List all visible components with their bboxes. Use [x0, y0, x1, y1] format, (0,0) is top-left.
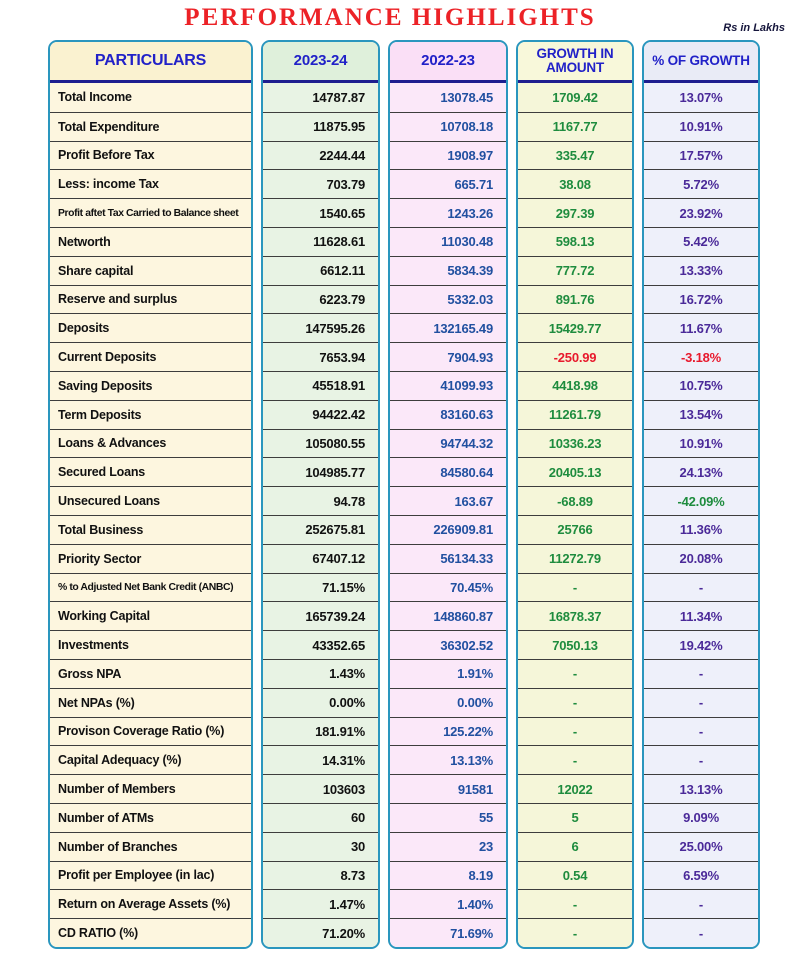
row-label: Return on Average Assets (%)	[50, 889, 251, 918]
row-label: Profit Before Tax	[50, 141, 251, 170]
cell-pct: 13.13%	[644, 774, 758, 803]
column-body-2023-24	[263, 83, 378, 947]
column-header-2022-23: 2022-23	[390, 42, 506, 83]
cell-pct: 11.34%	[644, 601, 758, 630]
column-header-growth-in-amount: GROWTH IN AMOUNT	[518, 42, 632, 83]
cell-fy2023: 665.71	[390, 169, 506, 198]
unit-note: Rs in Lakhs	[723, 22, 785, 34]
cell-pct: -3.18%	[644, 342, 758, 371]
cell-fy2024: 11628.61	[263, 227, 378, 256]
cell-fy2024: 0.00%	[263, 688, 378, 717]
cell-pct: 16.72%	[644, 285, 758, 314]
row-label: Profit per Employee (in lac)	[50, 861, 251, 890]
cell-growth: -68.89	[518, 486, 632, 515]
cell-growth: -	[518, 717, 632, 746]
cell-pct: 17.57%	[644, 141, 758, 170]
cell-pct: 11.67%	[644, 313, 758, 342]
column-growth-in-amount	[516, 40, 634, 949]
cell-growth: 15429.77	[518, 313, 632, 342]
row-label: Total Expenditure	[50, 112, 251, 141]
row-label: Number of Members	[50, 774, 251, 803]
cell-pct: -	[644, 918, 758, 947]
cell-growth: 20405.13	[518, 457, 632, 486]
row-label: Deposits	[50, 313, 251, 342]
cell-fy2024: 67407.12	[263, 544, 378, 573]
cell-fy2024: 1.47%	[263, 889, 378, 918]
row-label: Current Deposits	[50, 342, 251, 371]
column-body-particulars	[50, 83, 251, 947]
row-label: Capital Adequacy (%)	[50, 745, 251, 774]
cell-growth: 11272.79	[518, 544, 632, 573]
cell-fy2024: 8.73	[263, 861, 378, 890]
cell-fy2023: 8.19	[390, 861, 506, 890]
row-label: Number of Branches	[50, 832, 251, 861]
cell-fy2024: 181.91%	[263, 717, 378, 746]
cell-fy2024: 252675.81	[263, 515, 378, 544]
cell-growth: 1709.42	[518, 83, 632, 112]
cell-growth: -	[518, 745, 632, 774]
cell-fy2024: 165739.24	[263, 601, 378, 630]
page-title: PERFORMANCE HIGHLIGHTS	[184, 4, 596, 31]
cell-pct: -42.09%	[644, 486, 758, 515]
cell-pct: -	[644, 717, 758, 746]
row-label: Saving Deposits	[50, 371, 251, 400]
cell-pct: -	[644, 688, 758, 717]
cell-growth: 38.08	[518, 169, 632, 198]
cell-growth: 297.39	[518, 198, 632, 227]
cell-fy2023: 1908.97	[390, 141, 506, 170]
cell-pct: 10.75%	[644, 371, 758, 400]
cell-growth: 891.76	[518, 285, 632, 314]
row-label: Term Deposits	[50, 400, 251, 429]
column-header-particulars: PARTICULARS	[50, 42, 251, 83]
column-body-2022-23	[390, 83, 506, 947]
row-label: Total Income	[50, 83, 251, 112]
cell-fy2024: 94422.42	[263, 400, 378, 429]
row-label: Profit aftet Tax Carried to Balance sheet	[50, 198, 251, 227]
cell-pct: 10.91%	[644, 112, 758, 141]
cell-fy2024: 71.15%	[263, 573, 378, 602]
column-header-2023-24: 2023-24	[263, 42, 378, 83]
cell-growth: -	[518, 889, 632, 918]
cell-pct: 9.09%	[644, 803, 758, 832]
row-label: CD RATIO (%)	[50, 918, 251, 947]
cell-growth: -250.99	[518, 342, 632, 371]
cell-fy2024: 71.20%	[263, 918, 378, 947]
column-particulars	[48, 40, 253, 949]
cell-fy2024: 1540.65	[263, 198, 378, 227]
column-body-growth-in-amount	[518, 83, 632, 947]
cell-fy2023: 55	[390, 803, 506, 832]
cell-fy2023: 5332.03	[390, 285, 506, 314]
cell-fy2024: 103603	[263, 774, 378, 803]
cell-pct: 10.91%	[644, 429, 758, 458]
column-header-pct-of-growth: % OF GROWTH	[644, 42, 758, 83]
cell-fy2023: 56134.33	[390, 544, 506, 573]
cell-growth: 11261.79	[518, 400, 632, 429]
cell-pct: -	[644, 573, 758, 602]
cell-fy2024: 7653.94	[263, 342, 378, 371]
cell-pct: 6.59%	[644, 861, 758, 890]
cell-growth: 5	[518, 803, 632, 832]
cell-growth: 12022	[518, 774, 632, 803]
cell-fy2023: 1.40%	[390, 889, 506, 918]
cell-fy2023: 226909.81	[390, 515, 506, 544]
cell-fy2024: 147595.26	[263, 313, 378, 342]
cell-growth: 598.13	[518, 227, 632, 256]
cell-fy2024: 11875.95	[263, 112, 378, 141]
cell-fy2023: 36302.52	[390, 630, 506, 659]
cell-fy2024: 104985.77	[263, 457, 378, 486]
cell-growth: -	[518, 918, 632, 947]
cell-fy2024: 30	[263, 832, 378, 861]
cell-fy2024: 94.78	[263, 486, 378, 515]
cell-pct: 24.13%	[644, 457, 758, 486]
cell-growth: 0.54	[518, 861, 632, 890]
cell-pct: 13.54%	[644, 400, 758, 429]
cell-pct: -	[644, 889, 758, 918]
cell-pct: 5.72%	[644, 169, 758, 198]
cell-fy2024: 703.79	[263, 169, 378, 198]
row-label: % to Adjusted Net Bank Credit (ANBC)	[50, 573, 251, 602]
cell-fy2024: 6612.11	[263, 256, 378, 285]
cell-fy2023: 1.91%	[390, 659, 506, 688]
cell-fy2023: 83160.63	[390, 400, 506, 429]
cell-fy2023: 94744.32	[390, 429, 506, 458]
cell-fy2023: 71.69%	[390, 918, 506, 947]
row-label: Priority Sector	[50, 544, 251, 573]
cell-fy2023: 5834.39	[390, 256, 506, 285]
row-label: Investments	[50, 630, 251, 659]
cell-fy2023: 148860.87	[390, 601, 506, 630]
cell-fy2023: 10708.18	[390, 112, 506, 141]
cell-fy2024: 60	[263, 803, 378, 832]
cell-fy2024: 105080.55	[263, 429, 378, 458]
cell-growth: 4418.98	[518, 371, 632, 400]
row-label: Share capital	[50, 256, 251, 285]
cell-fy2023: 132165.49	[390, 313, 506, 342]
cell-pct: 20.08%	[644, 544, 758, 573]
cell-growth: 10336.23	[518, 429, 632, 458]
cell-growth: 335.47	[518, 141, 632, 170]
column-2023-24	[261, 40, 380, 949]
cell-pct: 13.33%	[644, 256, 758, 285]
cell-fy2023: 13078.45	[390, 83, 506, 112]
cell-fy2023: 11030.48	[390, 227, 506, 256]
cell-fy2023: 23	[390, 832, 506, 861]
cell-growth: 1167.77	[518, 112, 632, 141]
cell-fy2023: 1243.26	[390, 198, 506, 227]
row-label: Total Business	[50, 515, 251, 544]
cell-growth: -	[518, 659, 632, 688]
column-body-pct-of-growth	[644, 83, 758, 947]
cell-fy2023: 84580.64	[390, 457, 506, 486]
cell-fy2023: 70.45%	[390, 573, 506, 602]
row-label: Provison Coverage Ratio (%)	[50, 717, 251, 746]
row-label: Loans & Advances	[50, 429, 251, 458]
cell-pct: 13.07%	[644, 83, 758, 112]
cell-pct: -	[644, 659, 758, 688]
row-label: Less: income Tax	[50, 169, 251, 198]
cell-fy2024: 45518.91	[263, 371, 378, 400]
row-label: Unsecured Loans	[50, 486, 251, 515]
cell-pct: 11.36%	[644, 515, 758, 544]
row-label: Working Capital	[50, 601, 251, 630]
cell-fy2023: 163.67	[390, 486, 506, 515]
cell-fy2024: 14787.87	[263, 83, 378, 112]
cell-fy2024: 6223.79	[263, 285, 378, 314]
cell-pct: 19.42%	[644, 630, 758, 659]
cell-growth: 6	[518, 832, 632, 861]
cell-fy2023: 0.00%	[390, 688, 506, 717]
cell-growth: -	[518, 688, 632, 717]
cell-pct: 5.42%	[644, 227, 758, 256]
cell-fy2023: 41099.93	[390, 371, 506, 400]
cell-growth: 7050.13	[518, 630, 632, 659]
row-label: Number of ATMs	[50, 803, 251, 832]
row-label: Networth	[50, 227, 251, 256]
cell-growth: -	[518, 573, 632, 602]
cell-growth: 777.72	[518, 256, 632, 285]
cell-pct: -	[644, 745, 758, 774]
row-label: Gross NPA	[50, 659, 251, 688]
row-label: Net NPAs (%)	[50, 688, 251, 717]
cell-fy2023: 13.13%	[390, 745, 506, 774]
cell-fy2023: 7904.93	[390, 342, 506, 371]
cell-fy2024: 2244.44	[263, 141, 378, 170]
cell-growth: 16878.37	[518, 601, 632, 630]
row-label: Secured Loans	[50, 457, 251, 486]
cell-fy2023: 125.22%	[390, 717, 506, 746]
cell-fy2024: 14.31%	[263, 745, 378, 774]
performance-table	[48, 40, 760, 949]
cell-growth: 25766	[518, 515, 632, 544]
cell-fy2024: 1.43%	[263, 659, 378, 688]
cell-pct: 23.92%	[644, 198, 758, 227]
column-pct-of-growth	[642, 40, 760, 949]
column-2022-23	[388, 40, 508, 949]
cell-fy2024: 43352.65	[263, 630, 378, 659]
cell-pct: 25.00%	[644, 832, 758, 861]
cell-fy2023: 91581	[390, 774, 506, 803]
row-label: Reserve and surplus	[50, 285, 251, 314]
